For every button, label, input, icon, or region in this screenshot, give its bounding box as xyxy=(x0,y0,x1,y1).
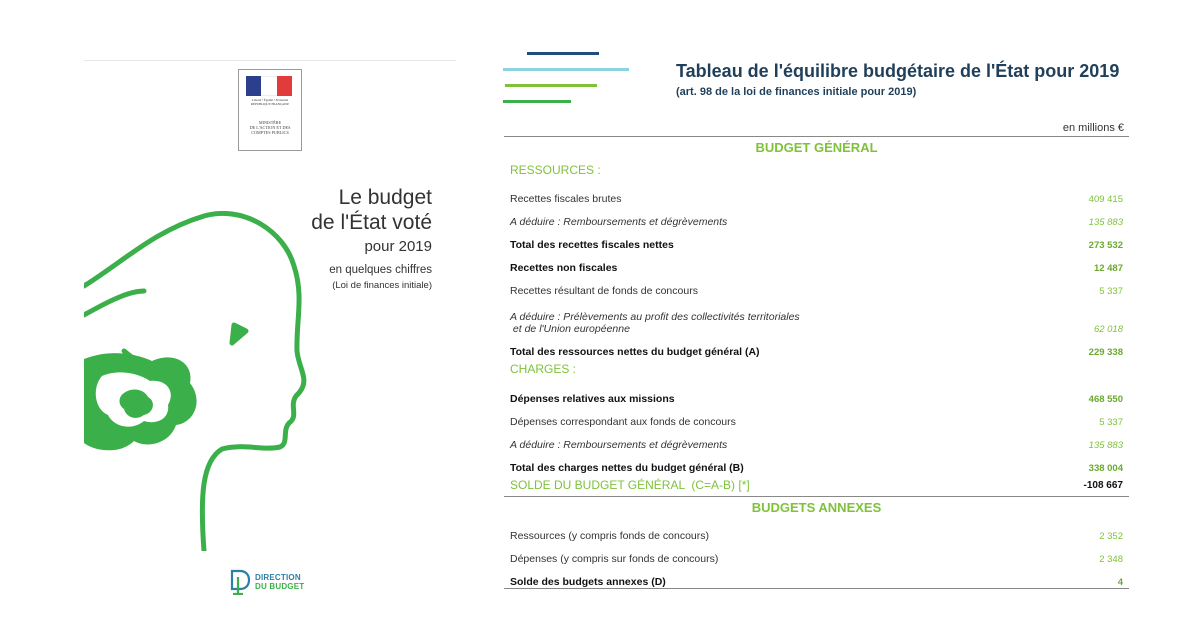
marianne-flag-icon xyxy=(246,76,292,96)
cover-subtitle-line1: en quelques chiffres xyxy=(329,264,432,276)
deco-line-green xyxy=(503,100,571,103)
table-subtitle: (art. 98 de la loi de finances initiale pour 2019) xyxy=(676,86,917,98)
table-row: A déduire : Remboursements et dégrèvements 135 883 xyxy=(510,216,1123,228)
cover-title-line2: de l'État voté xyxy=(311,211,432,234)
table-row: Solde des budgets annexes (D) 4 xyxy=(504,565,1129,589)
table-row: A déduire : Prélèvements au profit des collectivités territoriales et de l'Union européenne 62 018 xyxy=(510,311,1123,335)
table-row: A déduire : Remboursements et dégrèvements 135 883 xyxy=(510,439,1123,451)
deco-line-navy xyxy=(527,52,599,55)
logo-republic: RÉPUBLIQUE FRANÇAISE xyxy=(250,102,290,106)
table-row: Recettes non fiscales 12 487 xyxy=(510,262,1123,274)
decorative-lines xyxy=(503,52,633,104)
brand-line2: DU BUDGET xyxy=(255,582,305,591)
table-row: Total des ressources nettes du budget général (A) 229 338 xyxy=(510,346,1123,358)
cover-title-line3: pour 2019 xyxy=(364,238,432,255)
table-row: Total des charges nettes du budget général (B) 338 004 xyxy=(510,462,1123,474)
unit-label: en millions € xyxy=(1062,122,1124,134)
budget-logo-icon xyxy=(229,569,251,595)
brand-line1: DIRECTION xyxy=(255,573,301,582)
table-title: Tableau de l'équilibre budgétaire de l'État pour 2019 xyxy=(676,61,1120,81)
section-budgets-annexes: BUDGETS ANNEXES xyxy=(751,500,882,515)
cover-subtitle-line2: (Loi de finances initiale) xyxy=(332,280,432,291)
deco-line-lime xyxy=(505,84,597,87)
logo-motto: Liberté • Égalité • Fraternité xyxy=(251,98,289,102)
ministry-logo xyxy=(238,69,302,151)
ministry-name: MINISTÈRE DE L'ACTION ET DES COMPTES PUBLICS xyxy=(249,120,291,136)
budget-cover xyxy=(84,60,456,601)
table-row: Total des recettes fiscales nettes 273 532 xyxy=(510,239,1123,251)
direction-du-budget-logo xyxy=(229,569,304,595)
budget-balance-table xyxy=(504,136,1129,589)
solde-budget-general-row: SOLDE DU BUDGET GÉNÉRAL (C=A-B) [*] -108 667 xyxy=(504,474,1129,497)
resources-header: RESSOURCES : xyxy=(510,163,601,177)
deco-line-cyan xyxy=(503,68,629,71)
table-row: Recettes fiscales brutes 409 415 xyxy=(510,193,1123,205)
table-row: Dépenses correspondant aux fonds de concours 5 337 xyxy=(510,416,1123,428)
cover-title-line1: Le budget xyxy=(338,186,432,209)
table-row: Ressources (y compris fonds de concours) 2 352 xyxy=(510,530,1123,542)
face-profile-illustration xyxy=(84,211,456,551)
table-row: Recettes résultant de fonds de concours 5 337 xyxy=(510,285,1123,297)
section-budget-general: BUDGET GÉNÉRAL xyxy=(755,140,878,155)
table-row: Dépenses relatives aux missions 468 550 xyxy=(510,393,1123,405)
charges-header: CHARGES : xyxy=(510,362,577,376)
table-row: Dépenses (y compris sur fonds de concours) 2 348 xyxy=(510,553,1123,565)
